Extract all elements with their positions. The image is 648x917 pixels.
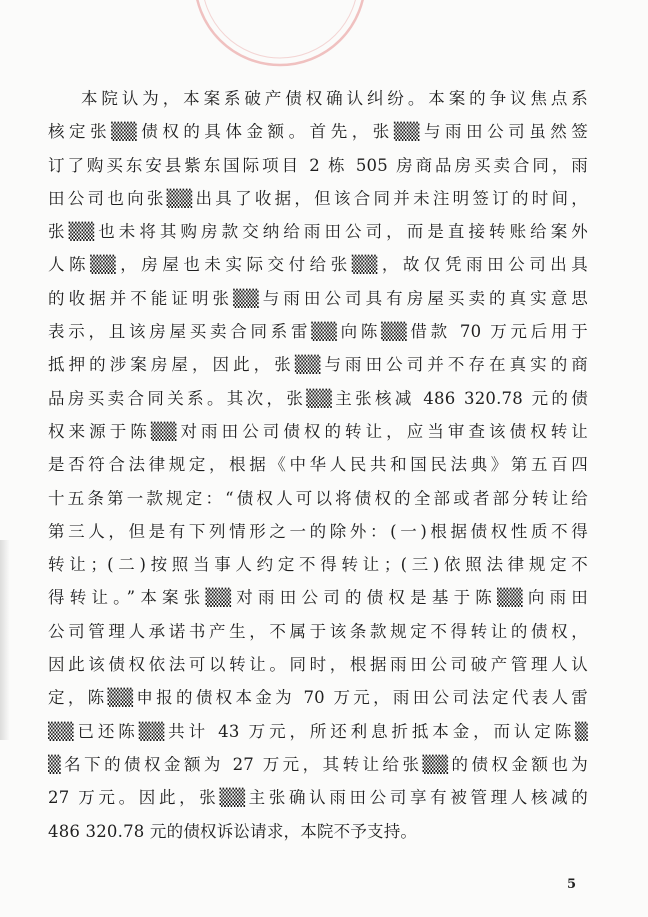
text-line: 得转让。”本案张▒▒对雨田公司的债权是基于陈▒▒向雨田 (48, 588, 588, 608)
text-line: 权来源于陈▒▒对雨田公司债权的转让，应当审查该债权转让 (48, 421, 588, 441)
text-line: ▒▒已还陈▒▒共计 43 万元，所还利息折抵本金，而认定陈▒ (48, 721, 588, 741)
text-line: 表示，且该房屋买卖合同系雷▒▒向陈▒▒借款 70 万元后用于 (48, 322, 588, 342)
text-line: 本院认为，本案系破产债权确认纠纷。本案的争议焦点系 (81, 89, 588, 108)
text-line: 转让；(二)按照当事人约定不得转让；(三)依照法律规定不 (48, 555, 588, 575)
official-seal-fragment (180, 0, 380, 70)
text-line: 订了购买东安县紫东国际项目 2 栋 505 房商品房买卖合同，雨 (48, 155, 588, 175)
text-line: 田公司也向张▒▒出具了收据，但该合同并未注明签订的时间， (48, 188, 588, 208)
text-line: 公司管理人承诺书产生，不属于该条款规定不得转让的债权， (48, 621, 588, 641)
text-line: ▒名下的债权金额为 27 万元，其转让给张▒▒的债权金额也为 (48, 754, 588, 774)
scan-edge-shadow (0, 540, 10, 740)
text-line: 486 320.78 元的债权诉讼请求，本院不予支持。 (48, 821, 418, 841)
text-line: 核定张▒▒债权的具体金额。首先，张▒▒与雨田公司虽然签 (48, 122, 588, 142)
text-line: 因此该债权依法可以转让。同时，根据雨田公司破产管理人认 (48, 655, 588, 675)
text-line: 抵押的涉案房屋，因此，张▒▒与雨田公司并不存在真实的商 (48, 355, 588, 375)
court-opinion-paragraph (48, 82, 588, 848)
text-line: 定，陈▒▒申报的债权本金为 70 万元，雨田公司法定代表人雷 (48, 688, 588, 708)
text-line: 张▒▒也未将其购房款交纳给雨田公司，而是直接转账给案外 (48, 222, 588, 242)
text-line: 人陈▒▒，房屋也未实际交付给张▒▒，故仅凭雨田公司出具 (48, 255, 588, 275)
text-line: 品房买卖合同关系。其次，张▒▒主张核减 486 320.78 元的债 (48, 388, 588, 408)
text-line: 是否符合法律规定，根据《中华人民共和国民法典》第五百四 (48, 455, 588, 475)
text-line: 27 万元。因此，张▒▒主张确认雨田公司享有被管理人核减的 (48, 788, 588, 808)
text-line: 第三人，但是有下列情形之一的除外：(一)根据债权性质不得 (48, 521, 588, 541)
text-line: 的收据并不能证明张▒▒与雨田公司具有房屋买卖的真实意思 (48, 288, 588, 308)
page-number: 5 (567, 877, 577, 892)
text-line: 十五条第一款规定：“债权人可以将债权的全部或者部分转让给 (48, 488, 588, 508)
